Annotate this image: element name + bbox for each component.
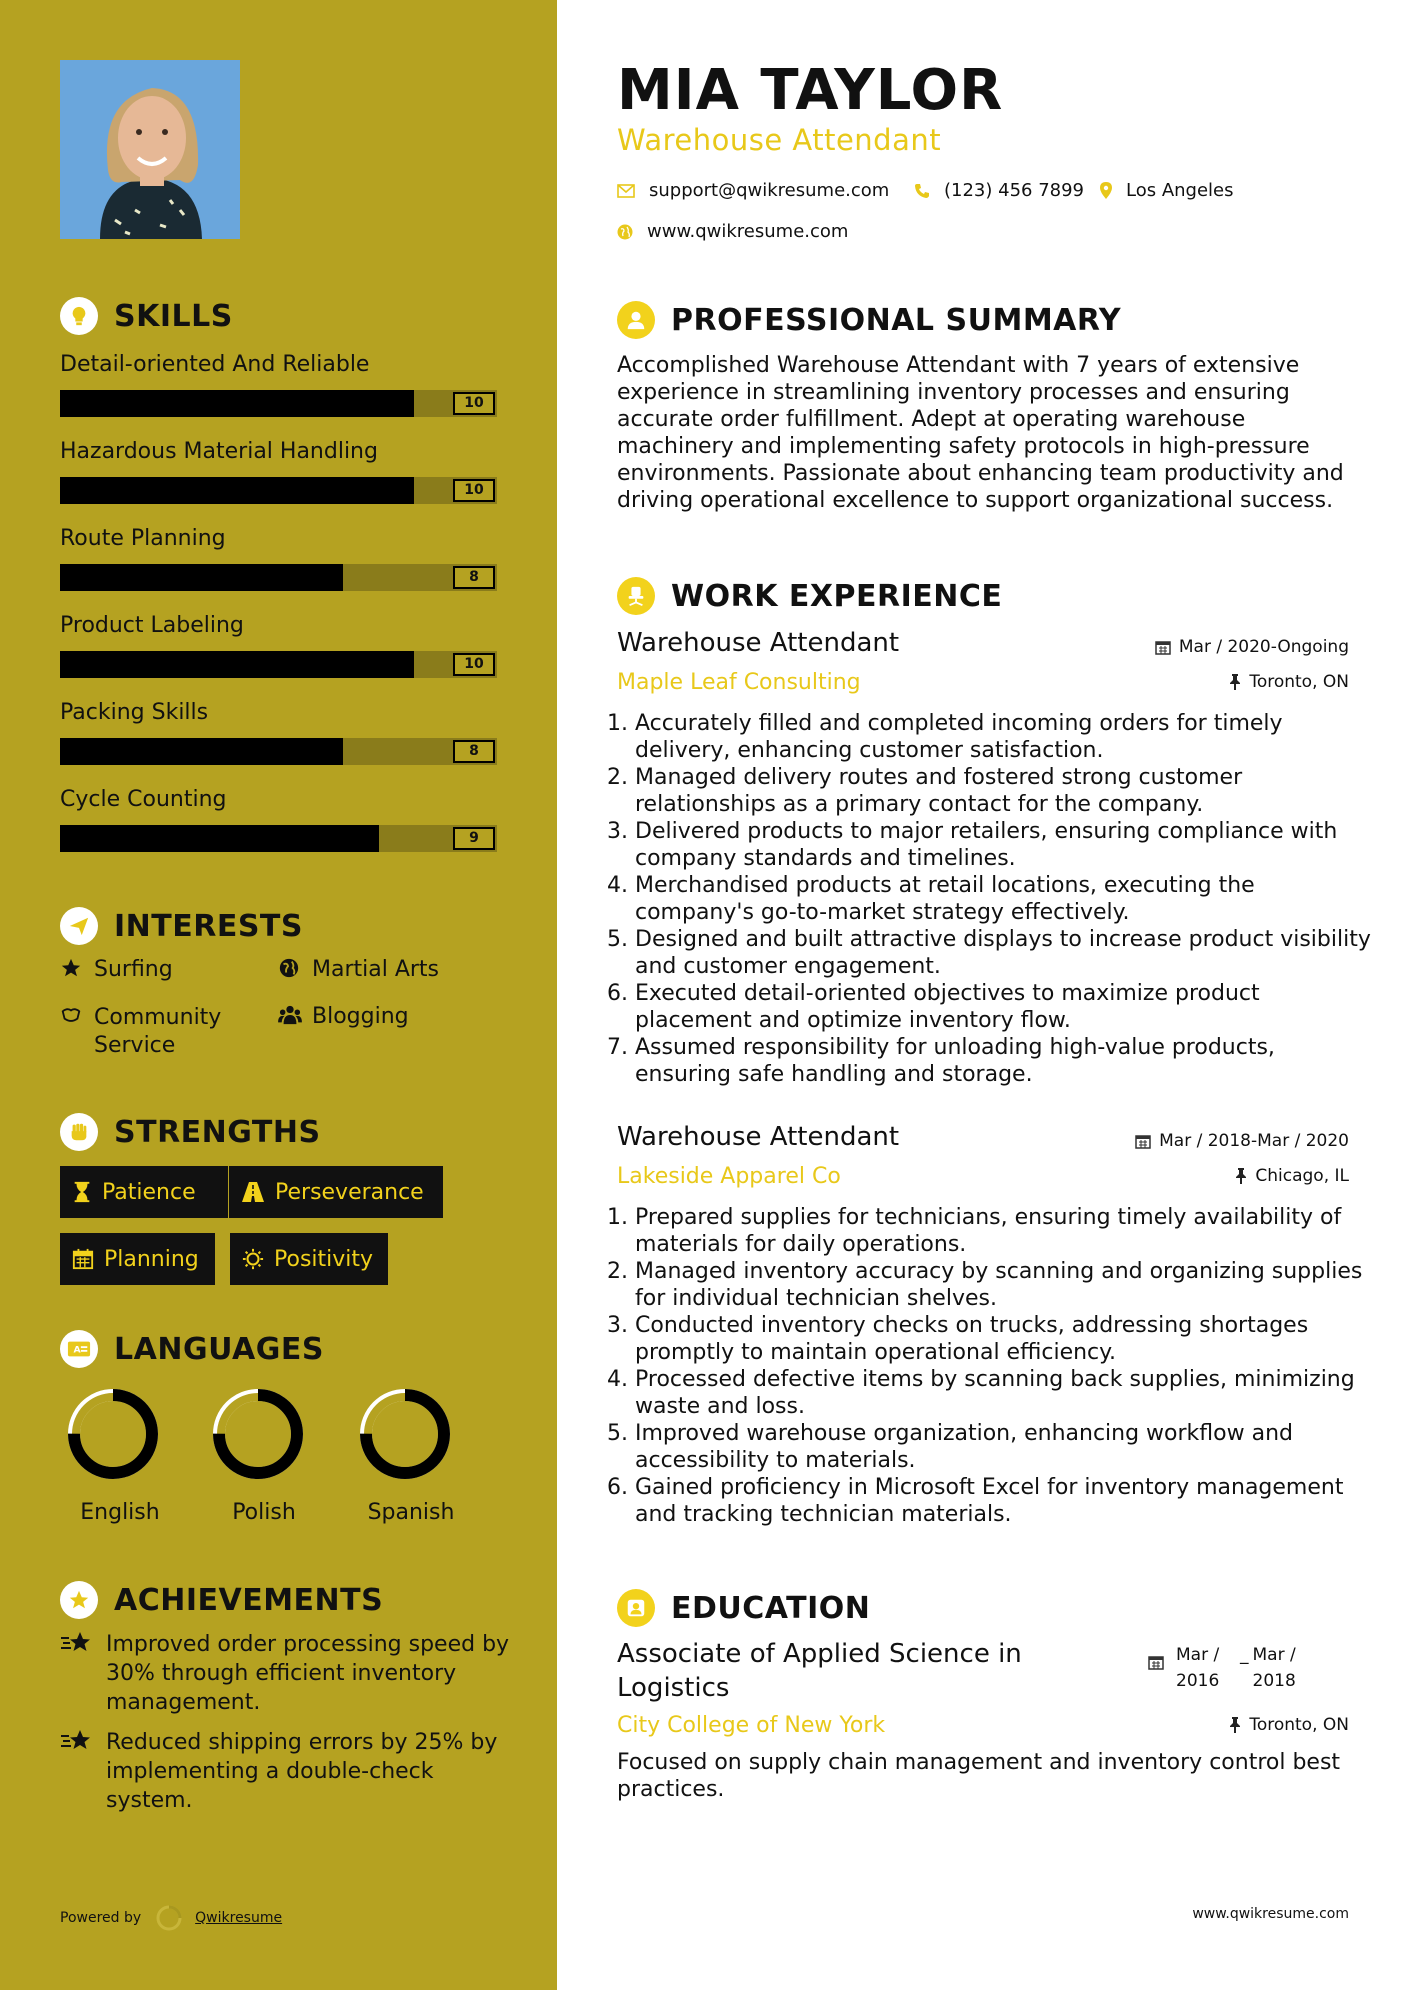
strength-label: Positivity <box>274 1246 374 1272</box>
skill-bar <box>60 390 497 417</box>
language-ring <box>358 1387 452 1481</box>
phone-icon <box>914 183 930 199</box>
strength-chip <box>60 1233 215 1285</box>
job-location-text: Toronto, ON <box>1249 672 1349 692</box>
language-label: Spanish <box>367 1500 455 1525</box>
strength-label: Patience <box>102 1179 196 1205</box>
road-icon <box>241 1181 265 1203</box>
education-separator: _ <box>1240 1645 1249 1665</box>
skill-bar <box>60 477 497 504</box>
strength-chip <box>60 1166 228 1218</box>
skill-bar <box>60 564 497 591</box>
interests-title: INTERESTS <box>114 908 303 944</box>
duty-item: 4. Merchandised products at retail locations, executing the company's go-to-market strategy effectively. <box>635 872 1375 926</box>
skill-name: Detail-oriented And Reliable <box>60 352 370 377</box>
interest-item <box>60 1004 260 1060</box>
pushpin-icon <box>1229 1717 1241 1733</box>
skill-score: 10 <box>453 653 495 676</box>
skill-name: Hazardous Material Handling <box>60 439 378 464</box>
contact-phone <box>914 180 1084 201</box>
skills-heading <box>60 297 233 335</box>
education-description: Focused on supply chain management and inventory control best practices. <box>617 1750 1341 1802</box>
qwikresume-link[interactable]: Qwikresume <box>195 1910 283 1926</box>
strengths-title: STRENGTHS <box>114 1114 321 1150</box>
summary-title: PROFESSIONAL SUMMARY <box>671 302 1122 338</box>
skill-bar-fill <box>60 651 414 678</box>
globe-icon <box>617 224 633 240</box>
education-location <box>1229 1715 1349 1735</box>
language-ring <box>66 1387 160 1481</box>
handshake-icon <box>60 1004 86 1034</box>
interest-label: Community Service <box>94 1005 222 1058</box>
fist-icon <box>60 1113 98 1151</box>
powered-by <box>60 1904 282 1932</box>
interest-label: Blogging <box>312 1004 409 1029</box>
skills-title: SKILLS <box>114 298 233 334</box>
contact-location <box>1100 180 1234 201</box>
skill-name: Cycle Counting <box>60 787 227 812</box>
phone-text: (123) 456 7899 <box>944 180 1085 201</box>
strength-label: Planning <box>104 1246 199 1272</box>
star-icon <box>60 957 86 985</box>
qwikresume-logo-icon <box>155 1904 183 1932</box>
skill-bar-fill <box>60 564 343 591</box>
profile-photo <box>60 60 240 239</box>
achievement-item <box>60 1728 510 1815</box>
graduate-icon <box>617 1589 655 1627</box>
experience-heading <box>617 577 1002 615</box>
user-icon <box>617 301 655 339</box>
pushpin-icon <box>1235 1168 1247 1184</box>
duty-item: 4. Processed defective items by scanning back supplies, minimizing waste and loss. <box>635 1366 1375 1420</box>
job-duties <box>617 710 1375 1088</box>
skill-bar <box>60 825 497 852</box>
education-end: Mar / 2018 <box>1252 1645 1296 1691</box>
interest-item <box>278 957 439 985</box>
duty-item: 1. Accurately filled and completed incoming orders for timely delivery, enhancing customer satisfaction. <box>635 710 1375 764</box>
sidebar <box>0 0 557 1990</box>
duty-item: 5. Improved warehouse organization, enhancing workflow and accessibility to materials. <box>635 1420 1375 1474</box>
pushpin-icon <box>1229 674 1241 690</box>
education-heading <box>617 1589 870 1627</box>
language-label: Polish <box>232 1500 296 1525</box>
skill-score: 10 <box>453 392 495 415</box>
candidate-name: MIA TAYLOR <box>617 58 1004 123</box>
skill-bar-fill <box>60 738 343 765</box>
achievements-title: ACHIEVEMENTS <box>114 1582 384 1618</box>
experience-title: WORK EXPERIENCE <box>671 578 1003 614</box>
interest-item <box>278 1004 409 1032</box>
school-name: City College of New York <box>617 1713 886 1738</box>
skill-bar <box>60 738 497 765</box>
strength-chip <box>230 1233 388 1285</box>
shooting-star-icon <box>60 1630 106 1717</box>
skill-bar <box>60 651 497 678</box>
duty-item: 1. Prepared supplies for technicians, ensuring timely availability of materials for daily operations. <box>635 1204 1375 1258</box>
languages-heading <box>60 1330 324 1368</box>
summary-text: Accomplished Warehouse Attendant with 7 years of extensive experience in streamlining inventory processes and ensuring accurate order fulfillment. Adept at operating warehouse machinery and implementing safety protocols in high-pressure environments. Passionate about enhancing team productivity and driving operational excellence to support organizational success. <box>617 353 1344 513</box>
shooting-star-icon <box>60 1728 106 1815</box>
sun-icon <box>242 1248 264 1270</box>
job-title: Warehouse Attendant <box>617 1122 900 1152</box>
location-text: Los Angeles <box>1126 180 1234 201</box>
interest-label: Martial Arts <box>312 957 440 982</box>
job-company: Lakeside Apparel Co <box>617 1164 841 1189</box>
job-location <box>1235 1166 1349 1186</box>
degree-title: Associate of Applied Science in Logistics <box>617 1639 1022 1703</box>
education-location-text: Toronto, ON <box>1249 1715 1349 1735</box>
strengths-heading <box>60 1113 321 1151</box>
skill-bar-fill <box>60 825 379 852</box>
education-title: EDUCATION <box>671 1590 871 1626</box>
star-badge-icon <box>60 1581 98 1619</box>
calendar-icon <box>1135 1133 1151 1149</box>
interest-label: Surfing <box>94 957 173 982</box>
duty-item: 5. Designed and built attractive displays to increase product visibility and customer engagement. <box>635 926 1375 980</box>
duty-item: 3. Conducted inventory checks on trucks, addressing shortages promptly to maintain operational efficiency. <box>635 1312 1375 1366</box>
paper-plane-icon <box>60 907 98 945</box>
globe-icon <box>278 957 304 985</box>
skill-score: 10 <box>453 479 495 502</box>
skill-name: Product Labeling <box>60 613 244 638</box>
duty-item: 6. Gained proficiency in Microsoft Excel for inventory management and tracking technician materials. <box>635 1474 1375 1528</box>
job-location-text: Chicago, IL <box>1255 1166 1349 1186</box>
hourglass-icon <box>72 1181 92 1203</box>
duty-item: 3. Delivered products to major retailers, ensuring compliance with company standards and timelines. <box>635 818 1375 872</box>
skill-score: 8 <box>453 566 495 589</box>
calendar-icon <box>72 1248 94 1270</box>
duty-item: 2. Managed delivery routes and fostered strong customer relationships as a primary contact for the company. <box>635 764 1375 818</box>
job-date <box>1155 637 1349 657</box>
job-date-text: Mar / 2018-Mar / 2020 <box>1159 1131 1349 1151</box>
skill-name: Route Planning <box>60 526 226 551</box>
interest-item <box>60 957 173 985</box>
envelope-icon <box>617 184 635 198</box>
powered-by-label: Powered by <box>60 1910 142 1926</box>
lightbulb-icon <box>60 297 98 335</box>
calendar-icon <box>1155 639 1171 655</box>
calendar-icon <box>1148 1654 1164 1670</box>
job-duties <box>617 1204 1375 1528</box>
candidate-role: Warehouse Attendant <box>617 123 942 157</box>
office-chair-icon <box>617 577 655 615</box>
job-title: Warehouse Attendant <box>617 628 900 658</box>
language-ring <box>211 1387 305 1481</box>
languages-title: LANGUAGES <box>114 1331 324 1367</box>
map-pin-icon <box>1100 182 1112 199</box>
users-icon <box>278 1004 304 1032</box>
summary-heading <box>617 301 1121 339</box>
achievement-text: Improved order processing speed by 30% through efficient inventory management. <box>106 1632 510 1715</box>
education-start: Mar / 2016 <box>1176 1645 1220 1691</box>
skill-score: 8 <box>453 740 495 763</box>
strength-chip <box>229 1166 443 1218</box>
language-label: English <box>80 1500 160 1525</box>
duty-item: 2. Managed inventory accuracy by scanning and organizing supplies for individual technician shelves. <box>635 1258 1375 1312</box>
contact-website <box>617 221 848 242</box>
education-dates <box>1148 1642 1309 1694</box>
language-icon <box>60 1330 98 1368</box>
strength-label: Perseverance <box>275 1179 424 1205</box>
skill-bar-fill <box>60 477 414 504</box>
job-company: Maple Leaf Consulting <box>617 670 861 695</box>
footer-website[interactable]: www.qwikresume.com <box>1192 1906 1349 1922</box>
duty-item: 6. Executed detail-oriented objectives to maximize product placement and optimize inventory flow. <box>635 980 1375 1034</box>
website-text[interactable]: www.qwikresume.com <box>647 221 849 242</box>
achievements-heading <box>60 1581 383 1619</box>
achievement-item <box>60 1630 510 1717</box>
job-date <box>1135 1131 1349 1151</box>
achievement-text: Reduced shipping errors by 25% by implementing a double-check system. <box>106 1730 498 1813</box>
svg-text:A: A <box>73 1344 81 1356</box>
email-text[interactable]: support@qwikresume.com <box>649 180 890 201</box>
skill-score: 9 <box>453 827 495 850</box>
skill-bar-fill <box>60 390 414 417</box>
job-date-text: Mar / 2020-Ongoing <box>1178 637 1349 657</box>
contact-email <box>617 180 889 201</box>
job-location <box>1229 672 1349 692</box>
skill-name: Packing Skills <box>60 700 209 725</box>
duty-item: 7. Assumed responsibility for unloading high-value products, ensuring safe handling and storage. <box>635 1034 1375 1088</box>
interests-heading <box>60 907 303 945</box>
